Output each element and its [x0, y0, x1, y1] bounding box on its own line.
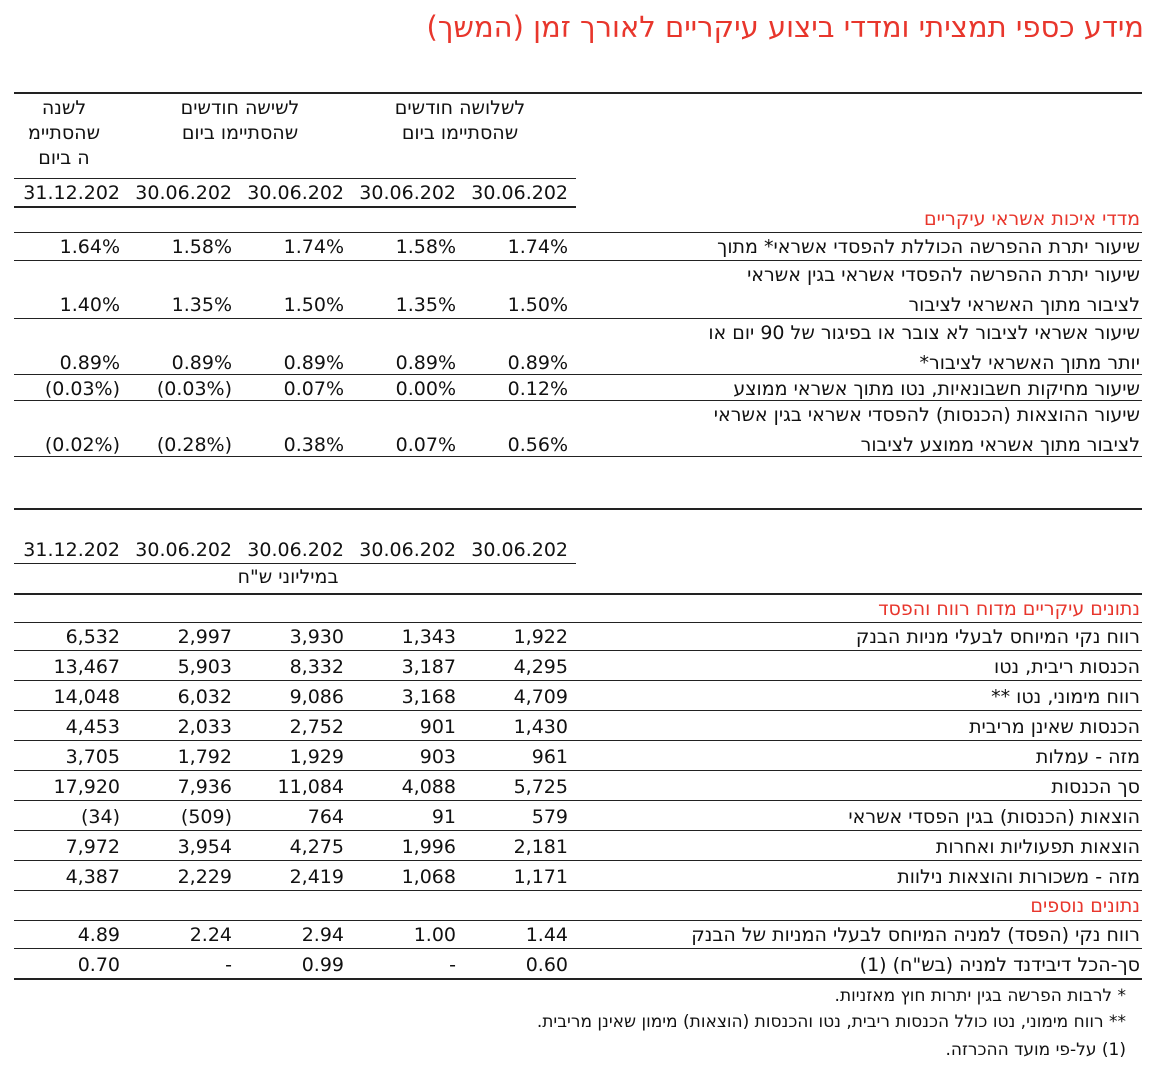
cell-value: 3,930: [289, 626, 344, 648]
period-header-line: לשישה חודשים: [180, 97, 300, 119]
row-label: שיעור יתרת ההפרשה להפסדי אשראי בגין אשראי: [747, 264, 1140, 286]
cell-value: (0.02%): [44, 434, 120, 456]
divider: [14, 890, 1142, 891]
cell-value: 1.58%: [395, 236, 456, 258]
cell-value: 7,972: [65, 836, 120, 858]
cell-value: 1.44: [525, 924, 568, 946]
divider: [14, 260, 1142, 261]
cell-value: 0.07%: [395, 434, 456, 456]
cell-value: 14,048: [53, 686, 120, 708]
cell-value: 0.89%: [59, 352, 120, 374]
cell-value: 1.35%: [395, 294, 456, 316]
cell-value: 4,295: [513, 656, 568, 678]
cell-value: 30.06.202: [471, 182, 568, 204]
cell-value: 1.74%: [507, 236, 568, 258]
row-label: רווח מימוני, נטו **: [991, 686, 1140, 708]
cell-value: 5,725: [513, 776, 568, 798]
footnote: ** רווח מימוני, נטו כולל הכנסות ריבית, נטו והכנסות (הוצאות) מימון שאינן מריבית.: [536, 1012, 1126, 1032]
divider: [14, 680, 1142, 681]
period-header-line: שהסתיימו ביום: [401, 122, 519, 144]
cell-value: 17,920: [53, 776, 120, 798]
cell-value: 0.70: [77, 954, 120, 976]
period-header: [360, 96, 560, 146]
cell-value: 6,532: [65, 626, 120, 648]
cell-value: 4,387: [65, 866, 120, 888]
cell-value: 4.89: [77, 924, 120, 946]
row-label: רווח נקי המיוחס לבעלי מניות הבנק: [855, 626, 1140, 648]
cell-value: 1,929: [289, 746, 344, 768]
divider: [14, 593, 1142, 595]
divider: [14, 830, 1142, 831]
cell-value: 1,996: [401, 836, 456, 858]
period-header-line: ה ביום: [38, 147, 90, 169]
cell-value: 1.35%: [171, 294, 232, 316]
divider: [14, 318, 1142, 319]
cell-value: 3,705: [65, 746, 120, 768]
cell-value: 0.38%: [283, 434, 344, 456]
divider: [14, 800, 1142, 801]
cell-value: 3,187: [401, 656, 456, 678]
cell-value: 0.12%: [507, 378, 568, 400]
cell-value: 1.74%: [283, 236, 344, 258]
cell-value: 0.89%: [507, 352, 568, 374]
cell-value: 1.50%: [283, 294, 344, 316]
cell-value: 764: [307, 806, 344, 828]
cell-value: 1,068: [401, 866, 456, 888]
cell-value: 30.06.202: [135, 539, 232, 561]
cell-value: 2,752: [289, 716, 344, 738]
cell-value: (34): [80, 806, 120, 828]
unit-label: במיליוני ש"ח: [237, 566, 339, 588]
cell-value: 0.89%: [395, 352, 456, 374]
cell-value: (0.28%): [156, 434, 232, 456]
row-label: לציבור מתוך האשראי לציבור: [908, 294, 1140, 316]
cell-value: 1,430: [513, 716, 568, 738]
divider: [14, 860, 1142, 861]
cell-value: 31.12.202: [23, 182, 120, 204]
section-title: נתונים עיקריים מדוח רווח והפסד: [878, 598, 1140, 620]
cell-value: 4,275: [289, 836, 344, 858]
page-title: מידע כספי תמציתי ומדדי ביצוע עיקריים לאורך זמן (המשך): [426, 10, 1144, 44]
cell-value: 30.06.202: [359, 539, 456, 561]
cell-value: 91: [431, 806, 456, 828]
cell-value: 0.89%: [283, 352, 344, 374]
cell-value: 2,419: [289, 866, 344, 888]
period-header-line: לשלושה חודשים: [394, 97, 526, 119]
cell-value: 4,088: [401, 776, 456, 798]
cell-value: 0.00%: [395, 378, 456, 400]
cell-value: 2,181: [513, 836, 568, 858]
cell-value: 2.94: [301, 924, 344, 946]
cell-value: 1,792: [177, 746, 232, 768]
cell-value: 1.58%: [171, 236, 232, 258]
divider: [14, 920, 1142, 921]
cell-value: 4,709: [513, 686, 568, 708]
row-label: הכנסות ריבית, נטו: [994, 656, 1140, 678]
row-label: מזה - משכורות והוצאות נילוות: [897, 866, 1140, 888]
divider: [14, 948, 1142, 949]
cell-value: -: [225, 954, 232, 976]
footnote: * לרבות הפרשה בגין יתרות חוץ מאזניות.: [834, 986, 1126, 1006]
cell-value: 961: [531, 746, 568, 768]
cell-value: 1.00: [413, 924, 456, 946]
cell-value: 11,084: [277, 776, 344, 798]
cell-value: 0.89%: [171, 352, 232, 374]
cell-value: 1.40%: [59, 294, 120, 316]
cell-value: 1.64%: [59, 236, 120, 258]
divider: [14, 710, 1142, 711]
cell-value: 903: [419, 746, 456, 768]
cell-value: 579: [531, 806, 568, 828]
cell-value: 5,903: [177, 656, 232, 678]
period-header-line: לשנה: [41, 97, 87, 119]
row-label: רווח נקי (הפסד) למניה המיוחס לבעלי המניות של הבנק: [691, 924, 1140, 946]
cell-value: -: [449, 954, 456, 976]
cell-value: 0.99: [301, 954, 344, 976]
row-label: שיעור ההוצאות (הכנסות) להפסדי אשראי בגין אשראי: [713, 404, 1140, 426]
period-header-line: שהסתיימ: [27, 122, 101, 144]
divider: [14, 770, 1142, 771]
divider: [14, 374, 1142, 375]
row-label: הוצאות (הכנסות) בגין הפסדי אשראי: [848, 806, 1140, 828]
cell-value: 8,332: [289, 656, 344, 678]
cell-value: 31.12.202: [23, 539, 120, 561]
divider: [14, 650, 1142, 651]
row-label: שיעור אשראי לציבור לא צובר או בפיגור של 90 יום או: [708, 322, 1140, 344]
row-label: הוצאות תפעוליות ואחרות: [935, 836, 1140, 858]
cell-value: (0.03%): [44, 378, 120, 400]
cell-value: 0.56%: [507, 434, 568, 456]
period-header: [14, 96, 114, 171]
cell-value: 2,997: [177, 626, 232, 648]
cell-value: 7,936: [177, 776, 232, 798]
cell-value: 2,229: [177, 866, 232, 888]
cell-value: 0.07%: [283, 378, 344, 400]
cell-value: 30.06.202: [359, 182, 456, 204]
divider: [14, 400, 1142, 401]
row-label: שיעור מחיקות חשבונאיות, נטו מתוך אשראי ממוצע: [733, 378, 1140, 400]
cell-value: 0.60: [525, 954, 568, 976]
period-header: [140, 96, 340, 146]
cell-value: 1,171: [513, 866, 568, 888]
row-label: שיעור יתרת ההפרשה הכוללת להפסדי אשראי* מתוך: [717, 236, 1140, 258]
divider: [14, 622, 1142, 623]
cell-value: 30.06.202: [247, 182, 344, 204]
cell-value: 1.50%: [507, 294, 568, 316]
cell-value: 1,343: [401, 626, 456, 648]
section-title: מדדי איכות אשראי עיקריים: [924, 208, 1140, 230]
section-title: נתונים נוספים: [1030, 895, 1140, 917]
row-label: הכנסות שאינן מריבית: [969, 716, 1140, 738]
divider: [14, 508, 1142, 510]
cell-value: 4,453: [65, 716, 120, 738]
cell-value: (509): [180, 806, 232, 828]
divider: [14, 456, 1142, 457]
cell-value: 6,032: [177, 686, 232, 708]
cell-value: 1,922: [513, 626, 568, 648]
cell-value: 3,954: [177, 836, 232, 858]
divider: [14, 740, 1142, 741]
divider: [14, 232, 1142, 233]
divider: [14, 92, 1142, 94]
row-label: לציבור מתוך אשראי ממוצע לציבור: [860, 434, 1140, 456]
cell-value: 30.06.202: [247, 539, 344, 561]
period-header-line: שהסתיימו ביום: [181, 122, 299, 144]
cell-value: 2.24: [189, 924, 232, 946]
cell-value: 901: [419, 716, 456, 738]
row-label: סך-הכל דיבידנד למניה (בש"ח) (1): [859, 954, 1140, 976]
cell-value: 2,033: [177, 716, 232, 738]
row-label: יותר מתוך האשראי לציבור*: [919, 352, 1140, 374]
cell-value: 9,086: [289, 686, 344, 708]
row-label: מזה - עמלות: [1035, 746, 1140, 768]
row-label: סך הכנסות: [1051, 776, 1140, 798]
divider: [14, 978, 1142, 980]
divider: [14, 206, 576, 208]
cell-value: 13,467: [53, 656, 120, 678]
cell-value: 30.06.202: [471, 539, 568, 561]
divider: [14, 563, 576, 564]
cell-value: (0.03%): [156, 378, 232, 400]
cell-value: 3,168: [401, 686, 456, 708]
divider: [14, 178, 576, 179]
footnote: (1) על-פי מועד ההכרזה.: [945, 1040, 1126, 1060]
cell-value: 30.06.202: [135, 182, 232, 204]
